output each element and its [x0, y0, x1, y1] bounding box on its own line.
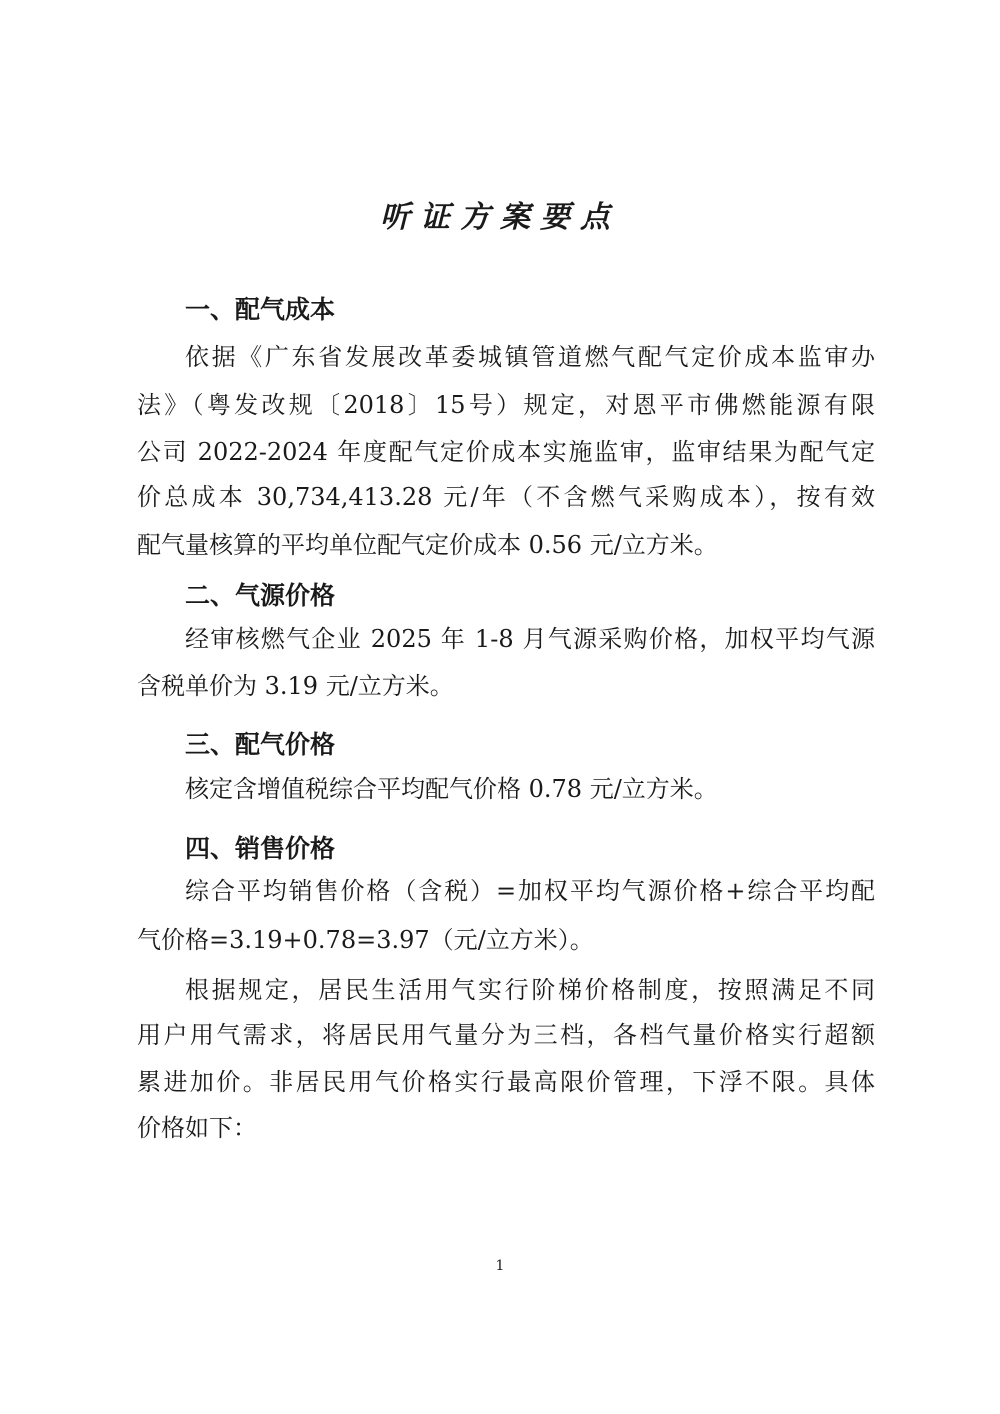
document-title: 听证方案要点 [380, 200, 620, 235]
paragraph-line: 价格如下： [137, 1114, 257, 1142]
paragraph-line: 依据《广东省发展改革委城镇管道燃气配气定价成本监审办 [185, 343, 875, 371]
page-number: 1 [495, 1258, 505, 1274]
paragraph-line: 配气量核算的平均单位配气定价成本 0.56 元/立方米。 [137, 531, 718, 559]
section-heading: 四、销售价格 [185, 834, 336, 863]
paragraph-line: 根据规定，居民生活用气实行阶梯价格制度，按照满足不同 [185, 976, 875, 1004]
section-heading: 二、气源价格 [185, 581, 336, 610]
paragraph-line: 经审核燃气企业 2025 年 1-8 月气源采购价格，加权平均气源 [185, 625, 875, 653]
paragraph-line: 公司 2022-2024 年度配气定价成本实施监审，监审结果为配气定 [137, 438, 875, 466]
paragraph-line: 价总成本 30,734,413.28 元/年（不含燃气采购成本），按有效 [137, 483, 875, 511]
paragraph-line: 累进加价。非居民用气价格实行最高限价管理，下浮不限。具体 [137, 1068, 875, 1096]
paragraph-line: 核定含增值税综合平均配气价格 0.78 元/立方米。 [185, 775, 718, 803]
paragraph-line: 用户用气需求，将居民用气量分为三档，各档气量价格实行超额 [137, 1021, 875, 1049]
section-heading: 一、配气成本 [185, 295, 336, 324]
paragraph-line: 气价格=3.19+0.78=3.97（元/立方米）。 [137, 926, 594, 954]
paragraph-line: 法》（粤发改规〔2018〕15号）规定，对恩平市佛燃能源有限 [137, 391, 875, 419]
paragraph-line: 综合平均销售价格（含税）=加权平均气源价格+综合平均配 [185, 877, 875, 905]
section-heading: 三、配气价格 [185, 730, 336, 759]
paragraph-line: 含税单价为 3.19 元/立方米。 [137, 672, 454, 700]
